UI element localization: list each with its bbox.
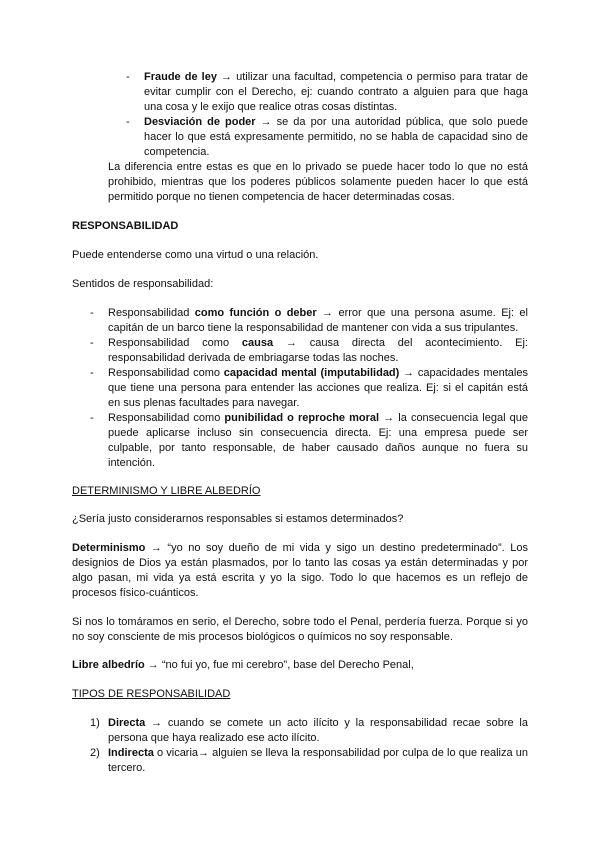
term-fraude-de-ley: Fraude de ley — [144, 71, 217, 83]
det-paragraph: Determinismo → “yo no soy dueño de mi vida y sigo un destino predeterminado”. Los designios de Dios ya están plasmados, por lo tanto las cosas ya están determinadas y por algo pasan, mi vida ya está escrita y yo la sigo. Todo lo que hacemos es un reflejo de procesos físico-cuánticos. — [72, 542, 528, 599]
senses-intro: Sentidos de responsabilidad: — [72, 278, 214, 290]
list-item-fraude: Fraude de ley → utilizar una facultad, competencia o permiso para tratar de evitar cumplir con el Derecho, ej: cuando contrato a alguien para que haga una cosa y le exijo que realice otras cosas distintas. — [144, 71, 528, 113]
list-number: 1) — [90, 717, 100, 729]
sense-item-funcion: Responsabilidad como función o deber → error que una persona asume. Ej: el capitán de un barco tiene la responsabilidad de mantener con vida a sus tripulantes. — [108, 307, 528, 334]
heading-determinismo: DETERMINISMO Y LIBRE ALBEDRÍO — [72, 485, 261, 497]
tipo-item-directa: Directa → cuando se comete un acto ilícito y la responsabilidad recae sobre la persona que haya realizado ese acto ilícito. — [108, 717, 528, 744]
serious-paragraph: Si nos lo tomáramos en serio, el Derecho, sobre todo el Penal, perdería fuerza. Porque si yo no soy consciente de mis procesos biológicos o químicos no soy responsable. — [72, 616, 528, 643]
term-determinismo: Determinismo — [72, 542, 146, 554]
det-question: ¿Sería justo considerarnos responsables si estamos determinados? — [72, 513, 404, 525]
bullet-dash: - — [126, 71, 130, 83]
resp-intro: Puede entenderse como una virtud o una relación. — [72, 249, 319, 261]
sense-item-capacidad: Responsabilidad como capacidad mental (imputabilidad) → capacidades mentales que tiene una persona para entender las acciones que realiza. Ej: si el capitán está en sus plenas facultades para navegar. — [108, 367, 528, 409]
list-item-desviacion: Desviación de poder → se da por una autoridad pública, que solo puede hacer lo que está expresamente permitido, no se habla de capacidad sino de competencia. — [144, 116, 528, 158]
libre-paragraph: Libre albedrío → “no fui yo, fue mi cerebro”, base del Derecho Penal, — [72, 659, 414, 671]
sense-item-causa: Responsabilidad como causa → causa directa del acontecimiento. Ej: responsabilidad derivada de embriagarse todas las noches. — [108, 337, 528, 364]
term-libre-albedrio: Libre albedrío — [72, 659, 145, 671]
heading-responsabilidad: RESPONSABILIDAD — [72, 220, 179, 232]
bullet-dash: - — [90, 412, 94, 424]
bullet-dash: - — [90, 307, 94, 319]
bullet-dash: - — [90, 367, 94, 379]
bullet-dash: - — [126, 116, 130, 128]
bullet-dash: - — [90, 337, 94, 349]
list-number: 2) — [90, 747, 100, 759]
tipo-item-indirecta: Indirecta o vicaria→ alguien se lleva la responsabilidad por culpa de lo que realiza un tercero. — [108, 747, 528, 774]
term-desviacion-de-poder: Desviación de poder — [144, 116, 256, 128]
difference-paragraph: La diferencia entre estas es que en lo privado se puede hacer todo lo que no está prohibido, mientras que los poderes públicos solamente pueden hacer lo que está permitido porque no tienen competencia de hacer determinadas cosas. — [108, 161, 528, 203]
sense-item-punibilidad: Responsabilidad como punibilidad o reproche moral → la consecuencia legal que puede aplicarse incluso sin consecuencia directa. Ej: una empresa puede ser culpable, por tanto responsable, de haber causado daños aunque no fuera su intención. — [108, 412, 528, 469]
heading-tipos: TIPOS DE RESPONSABILIDAD — [72, 688, 231, 700]
